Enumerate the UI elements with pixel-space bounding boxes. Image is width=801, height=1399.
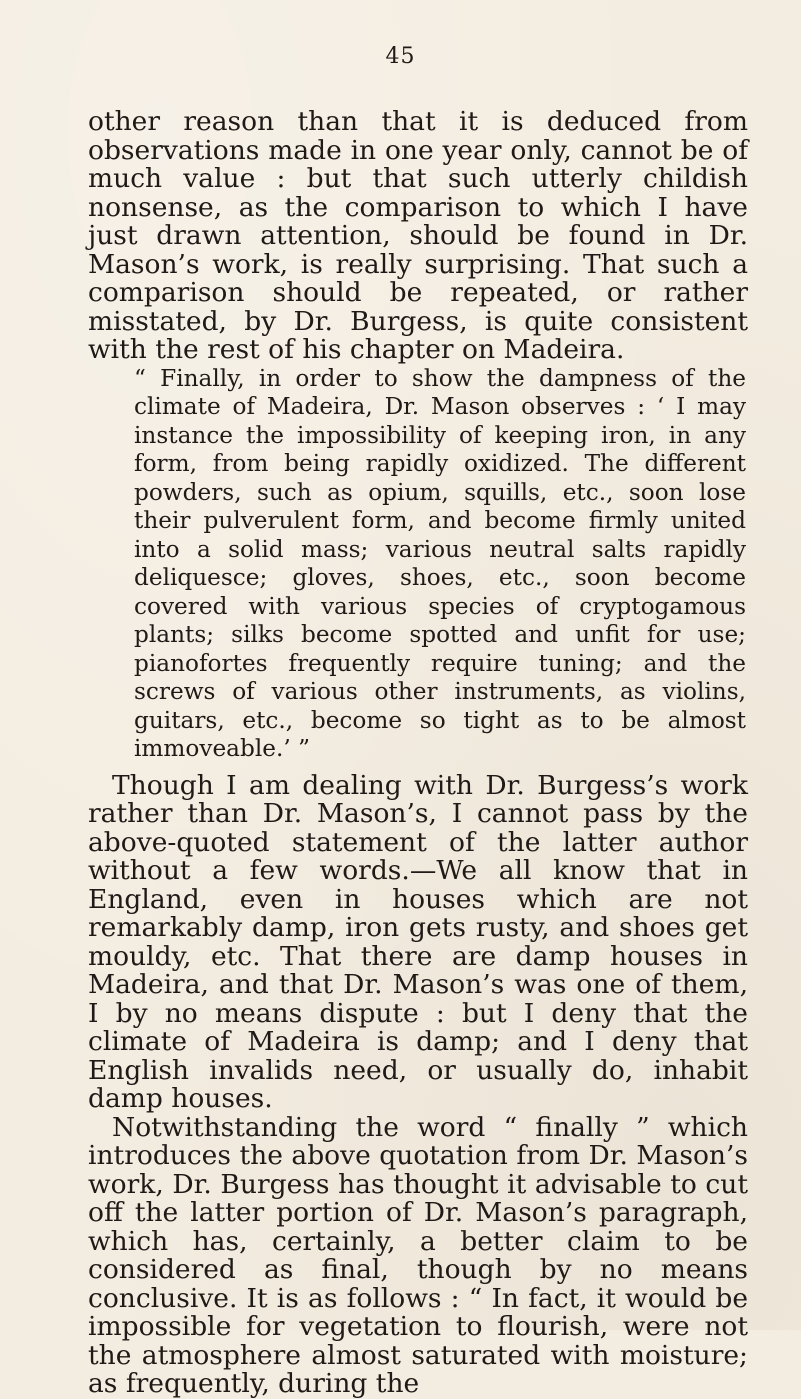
quote-text: “ Finally, in order to show the dampness of the climate of Madeira, Dr. Mason observes : ‘ I may instance the impossibility of keeping iron, in any form, from being rapidly oxidized. The different powders, such as opium, squills, etc., soon lose their pulverulent form, and become firmly united into a solid mass; various neutral salts rapidly deliquesce; gloves, shoes, etc., soon become covered with various species of cryptogamous plants; silks become spotted and unfit for use; pianofortes frequently require tuning; and the screws of various other instruments, as violins, guitars, etc., become so tight as to be almost immoveable.’ ” (134, 364, 746, 762)
body-text (88, 108, 748, 1399)
block-quote (88, 365, 748, 764)
paragraph: Though I am dealing with Dr. Burgess’s work rather than Dr. Mason’s, I cannot pass by the above-quoted statement of the latter author without a few words.—We all know that in England, even in houses which are not remarkably damp, iron gets rusty, and shoes get mouldy, etc. That there are damp houses in Madeira, and that Dr. Mason’s was one of them, I by no means dispute : but I deny that the climate of Madeira is damp; and I deny that English invalids need, or usually do, inhabit damp houses. (88, 769, 748, 1114)
paragraph: Notwithstanding the word “ finally ” which introduces the above quotation from Dr. Mason’s work, Dr. Burgess has thought it advisable to cut off the latter portion of Dr. Mason’s paragraph, which has, certainly, a better claim to be considered as final, though by no means conclusive. It is as follows : “ In fact, it would be impossible for vegetation to flourish, were not the atmosphere almost saturated with moisture; as frequently, during the (88, 1111, 748, 1399)
page-number: 45 (385, 44, 416, 69)
paragraph-continued: other reason than that it is deduced from observations made in one year only, cannot be of much value : but that such utterly childish nonsense, as the comparison to which I have just drawn attention, should be found in Dr. Mason’s work, is really surprising. That such a comparison should be repeated, or rather misstated, by Dr. Burgess, is quite consistent with the rest of his chapter on Madeira. (88, 106, 748, 365)
